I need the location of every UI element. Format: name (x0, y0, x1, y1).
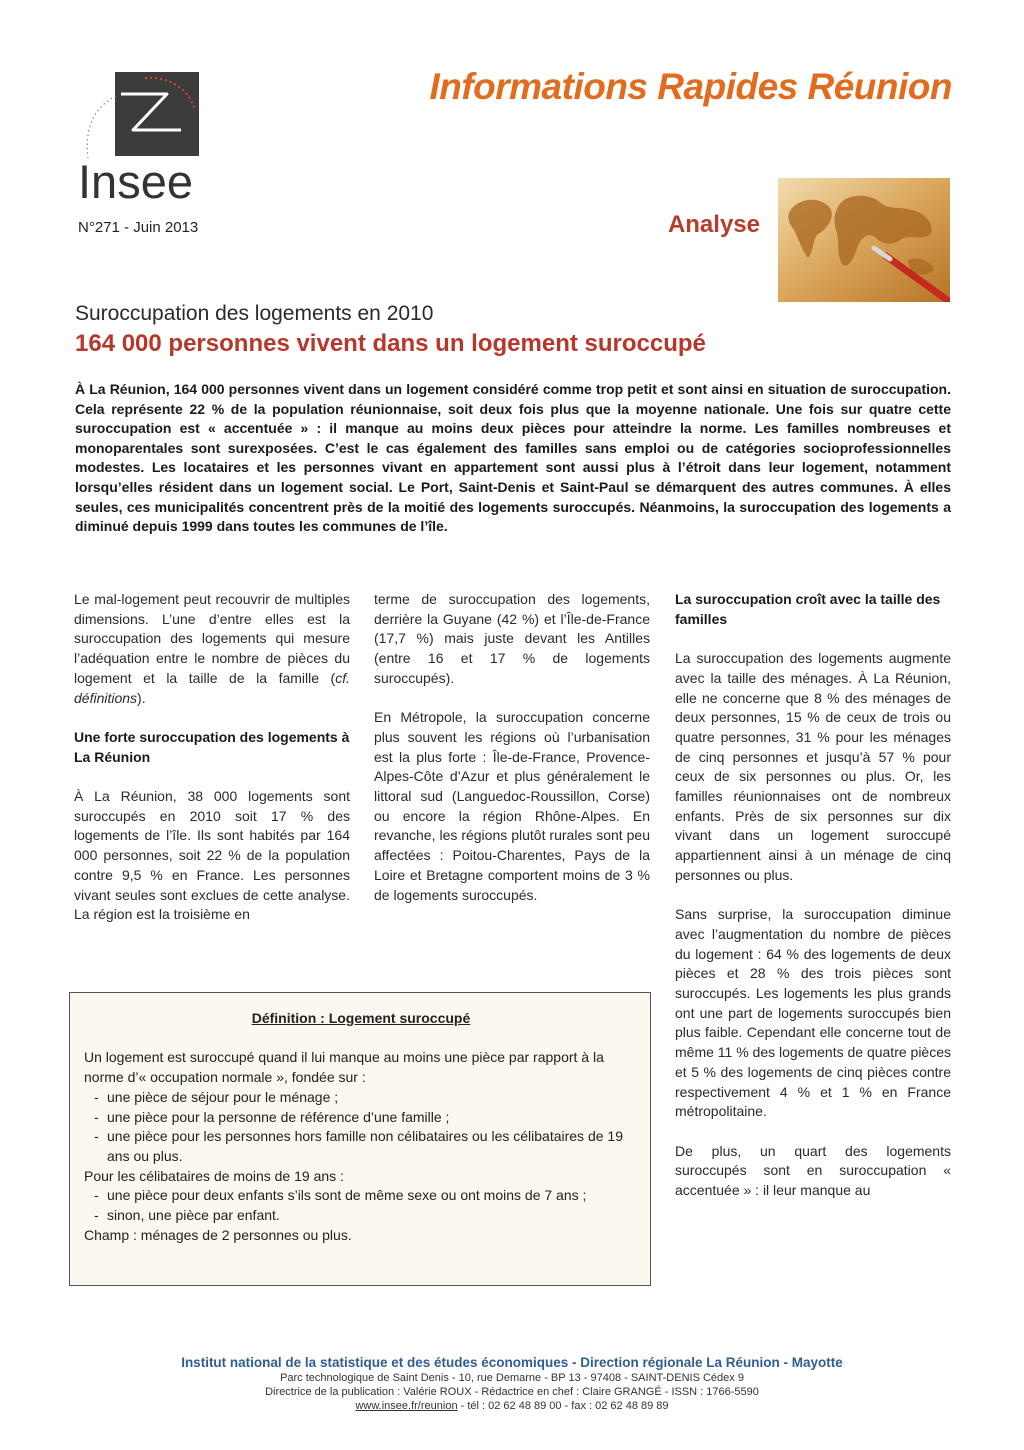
definition-intro: Un logement est suroccupé quand il lui manque au moins une pièce par rapport à la norme d’« occupation normale », fondée sur : (84, 1049, 604, 1086)
list-item: - une pièce de séjour pour le ménage ; (84, 1088, 638, 1108)
definition-scope: Champ : ménages de 2 personnes ou plus. (84, 1226, 352, 1243)
body-paragraph: En Métropole, la suroccupation concerne plus souvent les régions où l’urbanisation est la plus forte : Île-de-France, Provence-Alpes-Côte d’Azur et plus généralement le littoral sud (Languedoc-Roussillon, Corse) ou encore la région Rhône-Alpes. En revanche, les régions plutôt rurales sont peu affectées : Poitou-Charentes, Pays de la Loire et Bretagne comportent moins de 3 % de logements suroccupés. (374, 709, 650, 903)
definitions-reference: cf. définitions (74, 669, 350, 706)
insee-logo-icon (115, 72, 199, 156)
body-paragraph: Sans surprise, la suroccupation diminue avec l’augmentation du nombre de pièces du logement : 64 % des logements de deux pièces et 28 % des trois pièces sont suroccupés. Les logements les plus grands ont une part de logements suroccupés bien plus faible. Cependant elle concerne tout de même 11 % des logements de quatre pièces et 5 % des logements de cinq pièces contre respectivement 4 % et 1 % en France métropolitaine. (675, 906, 952, 1120)
article-headline: 164 000 personnes vivent dans un logement suroccupé (75, 330, 706, 357)
footer-website-link[interactable]: www.insee.fr/reunion (355, 1400, 458, 1412)
body-paragraph: À La Réunion, 38 000 logements sont suroccupés en 2010 soit 17 % des logements de l’île. Ils sont habités par 164 000 personnes, soit 22 % de la population contre 9,5 % en France. Les personnes vivant seules sont exclues de cette analyse. La région est la troisième en (74, 788, 350, 923)
definition-box (69, 992, 651, 1286)
list-item: - une pièce pour deux enfants s’ils sont de même sexe ou ont moins de 7 ans ; (84, 1186, 638, 1206)
list-item: - sinon, une pièce par enfant. (84, 1206, 638, 1226)
intro-paragraph: Le mal-logement peut recouvrir de multiples dimensions. L’une d’entre elles est la suroccupation des logements qui mesure l’adéquation entre le nombre de pièces du logement et la taille de la famille (cf. définitions). (74, 591, 350, 706)
world-map-pen-illustration (778, 178, 950, 302)
body-paragraph: La suroccupation des logements augmente avec la taille des ménages. À La Réunion, elle ne concerne que 8 % des ménages de deux personnes, 15 % de ceux de trois ou quatre personnes, 31 % pour les ménages de cinq personnes et jusqu’à 57 % pour ceux de six personnes ou plus. Or, les familles réunionnaises ont de nombreux enfants. Près de six personnes sur dix vivant dans un logement suroccupé appartiennent ainsi à un ménage de cinq personnes ou plus. (675, 650, 951, 883)
body-paragraph: De plus, un quart des logements suroccupés sont en suroccupation « accentuée » : il leur manque au (675, 1142, 951, 1199)
definition-sub-list (84, 1186, 638, 1225)
column-1 (74, 590, 350, 945)
column-3 (675, 590, 951, 1220)
publication-title: Informations Rapides Réunion (429, 66, 952, 107)
definition-sub-intro: Pour les célibataires de moins de 19 ans : (84, 1167, 344, 1184)
section-heading: Une forte suroccupation des logements à La Réunion (74, 728, 350, 765)
article-lead: À La Réunion, 164 000 personnes vivent dans un logement considéré comme trop petit et sont ainsi en situation de suroccupation. Cela représente 22 % de la population réunionnaise, soit deux fois plus que la moyenne nationale. Une fois sur quatre cette suroccupation est « accentuée » : il manque au moins deux pièces pour atteindre la norme. Les familles nombreuses et monoparentales sont surexposées. C’est le cas également des familles sans emploi ou de catégories socioprofessionnelles modestes. Les locataires et les personnes vivant en appartement sont aussi plus à l’étroit dans leur logement, notamment lorsqu’elles résident dans un logement social. Le Port, Saint-Denis et Saint-Paul se démarquent des autres communes. À elles seules, ces municipalités concentrent près de la moitié des logements suroccupés. Néanmoins, la suroccupation des logements a diminué depuis 1999 dans toutes les communes de l’île. (75, 381, 951, 535)
body-paragraph: terme de suroccupation des logements, derrière la Guyane (42 %) et l’Île-de-France (17,7 %) mais juste devant les Antilles (entre 16 et 17 % de logements suroccupés). (374, 591, 650, 686)
footer-contact-line (0, 1399, 1024, 1413)
rubric-label: Analyse (667, 211, 760, 238)
insee-logo (78, 72, 203, 208)
list-item: - une pièce pour les personnes hors famille non célibataires ou les célibataires de 19 ans ou plus. (84, 1127, 638, 1166)
footer-contact: - tél : 02 62 48 89 00 - fax : 02 62 48 89 89 (457, 1400, 669, 1412)
issue-number: N°271 - Juin 2013 (78, 219, 199, 236)
page-footer (0, 1354, 1024, 1413)
footer-organisation: Institut national de la statistique et des études économiques - Direction régionale La Réunion - Mayotte (181, 1355, 843, 1370)
footer-address: Parc technologique de Saint Denis - 10, rue Demarne - BP 13 - 97408 - SAINT-DENIS Cédex 9 (280, 1372, 744, 1384)
list-item: - une pièce pour la personne de référence d’une famille ; (84, 1108, 638, 1128)
definition-list (84, 1088, 638, 1167)
column-2 (374, 590, 650, 925)
section-heading: La suroccupation croît avec la taille des familles (675, 591, 941, 627)
article-subtitle: Suroccupation des logements en 2010 (75, 302, 434, 325)
logo-wordmark: Insee (78, 155, 193, 208)
definition-title: Définition : Logement suroccupé (251, 1010, 471, 1026)
footer-credits: Directrice de la publication : Valérie ROUX - Rédactrice en chef : Claire GRANGÉ - ISSN : 1766-5590 (265, 1386, 759, 1398)
